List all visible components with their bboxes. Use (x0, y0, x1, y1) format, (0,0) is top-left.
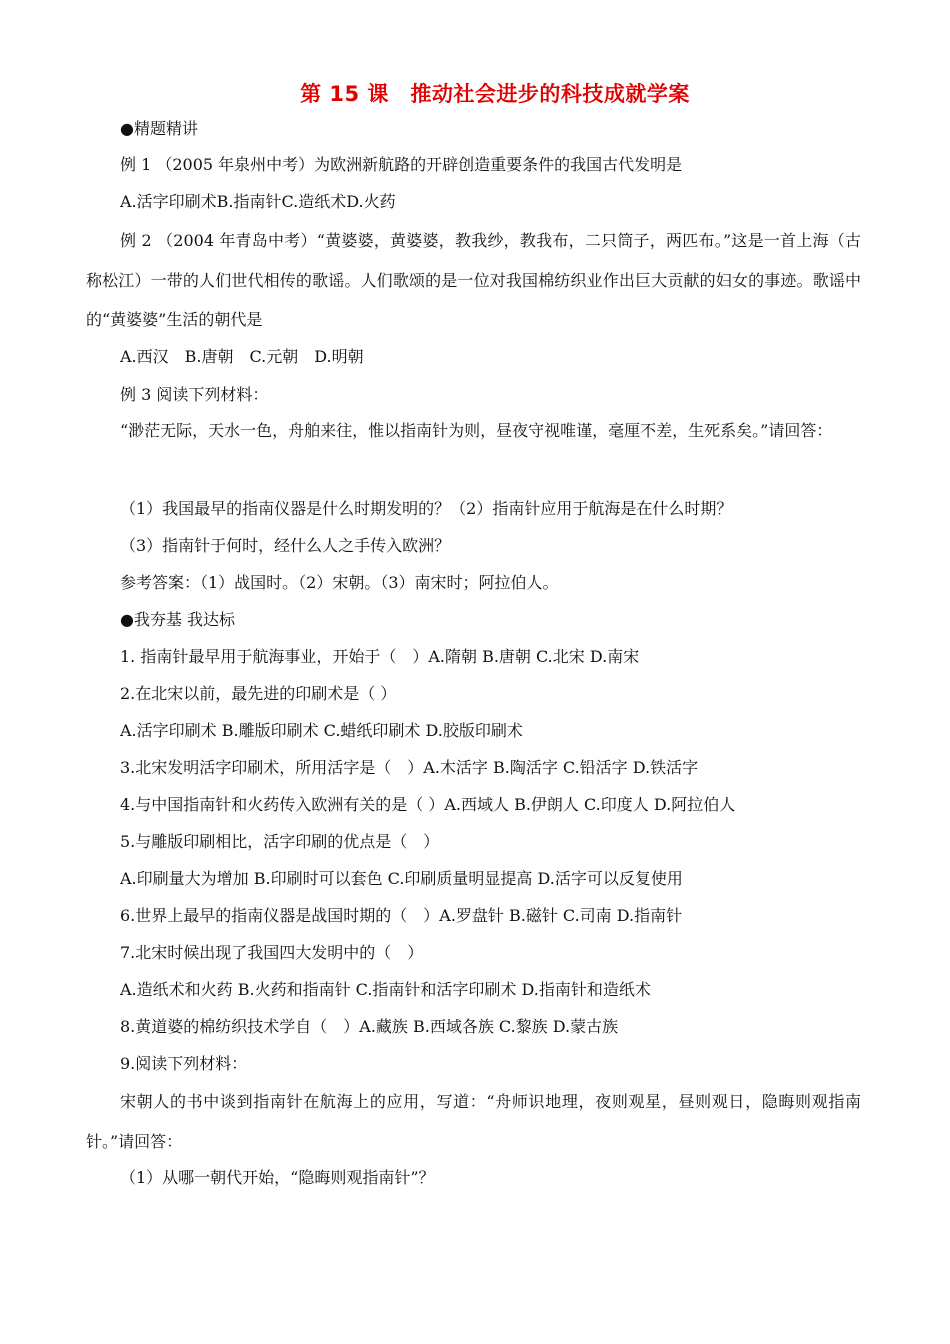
question-2-options: A.活字印刷术 B.雕版印刷术 C.蜡纸印刷术 D.胶版印刷术 (120, 721, 523, 740)
example-2-options: A.西汉 B.唐朝 C.元朝 D.明朝 (120, 347, 364, 366)
question-7: 7.北宋时候出现了我国四大发明中的（ ） (120, 943, 424, 962)
question-5: 5.与雕版印刷相比，活字印刷的优点是（ ） (120, 832, 440, 851)
question-9: 9.阅读下列材料： (120, 1054, 248, 1073)
question-7-options: A.造纸术和火药 B.火药和指南针 C.指南针和活字印刷术 D.指南针和造纸术 (120, 980, 651, 999)
example-3-material: “渺茫无际，天水一色，舟舶来往，惟以指南针为则，昼夜守视唯谨，毫厘不差，生死系矣。”请回答： (120, 421, 833, 440)
question-4: 4.与中国指南针和火药传入欧洲有关的是（ ）A.西域人 B.伊朗人 C.印度人 D.阿拉伯人 (120, 795, 736, 814)
example-3-subquestion-3: （3）指南针于何时，经什么人之手传入欧洲？ (120, 536, 451, 555)
question-5-options: A.印刷量大为增加 B.印刷时可以套色 C.印刷质量明显提高 D.活字可以反复使用 (120, 869, 683, 888)
example-3-answer: 参考答案：（1）战国时。（2）宋朝。（3）南宋时；阿拉伯人。 (120, 573, 559, 592)
question-9-subquestion-1: （1）从哪一朝代开始，“隐晦则观指南针”？ (120, 1168, 435, 1187)
section-heading-practice: ●我夯基 我达标 (120, 610, 236, 629)
question-9-material: 宋朝人的书中谈到指南针在航海上的应用，写道：“舟师识地理，夜则观星，昼则观日，隐晦则观指南针。”请回答： (86, 1092, 861, 1151)
section-heading-examples: ●精题精讲 (120, 119, 198, 138)
question-3: 3.北宋发明活字印刷术，所用活字是（ ）A.木活字 B.陶活字 C.铅活字 D.铁活字 (120, 758, 699, 777)
example-1-options: A.活字印刷术B.指南针C.造纸术D.火药 (120, 192, 396, 211)
page-title: 第 15 课 推动社会进步的科技成就学案 (300, 82, 690, 106)
question-1: 1. 指南针最早用于航海事业，开始于（ ）A.隋朝 B.唐朝 C.北宋 D.南宋 (120, 647, 640, 666)
example-1-question: 例 1 （2005 年泉州中考）为欧洲新航路的开辟创造重要条件的我国古代发明是 (120, 155, 683, 174)
example-3-subquestions-1-2: （1）我国最早的指南仪器是什么时期发明的？（2）指南针应用于航海是在什么时期？ (120, 499, 733, 518)
question-2: 2.在北宋以前，最先进的印刷术是（ ） (120, 684, 397, 703)
example-3-question: 例 3 阅读下列材料： (120, 385, 269, 404)
example-2-question: 例 2 （2004 年青岛中考）“黄婆婆，黄婆婆，教我纱，教我布，二只筒子，两匹布。”这是一首上海（古称松江）一带的人们世代相传的歌谣。人们歌颂的是一位对我国棉纺织业作出巨大贡献的妇女的事迹。歌谣中的“黄婆婆”生活的朝代是 (86, 231, 861, 329)
question-6: 6.世界上最早的指南仪器是战国时期的（ ）A.罗盘针 B.磁针 C.司南 D.指南针 (120, 906, 683, 925)
question-8: 8.黄道婆的棉纺织技术学自（ ）A.藏族 B.西域各族 C.黎族 D.蒙古族 (120, 1017, 619, 1036)
